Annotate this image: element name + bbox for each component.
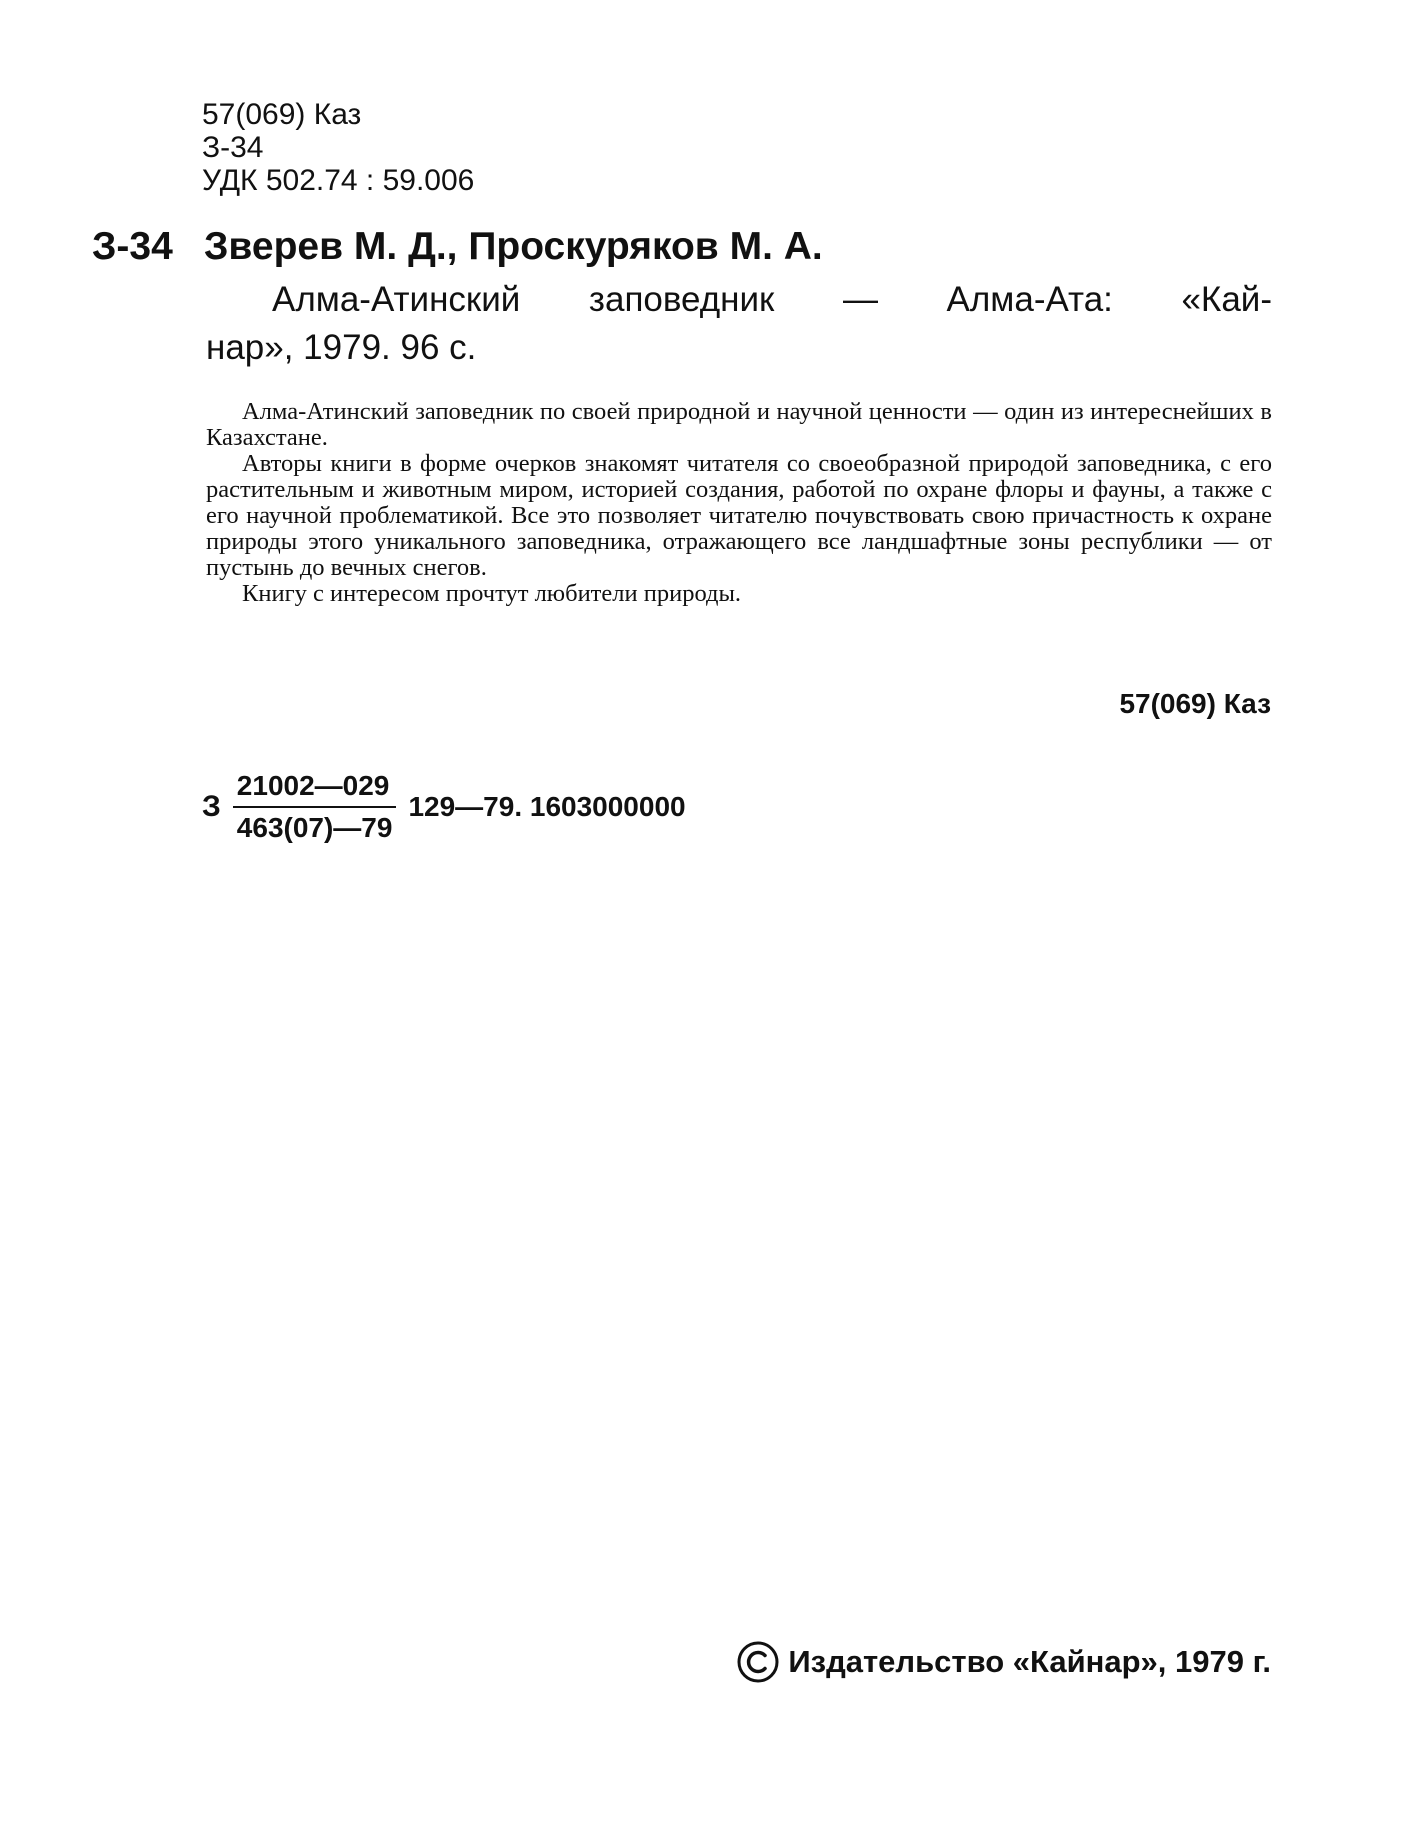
annotation-paragraph: Книгу с интересом прочтут любители природы. <box>242 580 742 607</box>
book-title <box>206 276 1272 372</box>
publishing-code-fraction <box>233 770 397 844</box>
copyright-icon <box>736 1640 780 1684</box>
fraction-denominator: 463(07)—79 <box>236 812 393 843</box>
heading-author-mark: З-34 <box>92 225 173 268</box>
copyright-line <box>736 1640 1271 1684</box>
fraction-numerator: 21002—029 <box>236 770 390 801</box>
publishing-code-letter: З <box>202 790 221 823</box>
annotation <box>206 399 1272 607</box>
annotation-paragraph: Авторы книги в форме очерков знакомят читателя со своеобразной природой заповедника, с его растительным и животным миром, историей создания, работой по охране флоры и фауны, а также с его научной проблематикой. Все это позволяет читателю почувствовать свою причастность к охране природы этого уникального заповедника, отражающего все ландшафтные зоны республики — от пустынь до вечных снегов. <box>206 450 1272 581</box>
title-line-2: нар», 1979. 96 с. <box>206 328 477 367</box>
classification-codes <box>202 98 474 197</box>
copyright-text: Издательство «Кайнар», 1979 г. <box>788 1644 1271 1679</box>
authors: Зверев М. Д., Проскуряков М. А. <box>204 225 823 268</box>
bbk-code-right: 57(069) Каз <box>1119 688 1271 719</box>
bibliographic-heading <box>92 225 823 269</box>
author-mark: З-34 <box>202 131 264 164</box>
bbk-code: 57(069) Каз <box>202 98 362 131</box>
publishing-code-rest: 129—79. 1603000000 <box>408 791 686 822</box>
publishing-code <box>202 770 686 844</box>
title-line-1: Алма-Атинский заповедник — Алма-Ата: «Кай- <box>272 280 1272 319</box>
annotation-paragraph: Алма-Атинский заповедник по своей природной и научной ценности — один из интереснейших в Казахстане. <box>206 398 1272 451</box>
udk-code: УДК 502.74 : 59.006 <box>202 164 475 197</box>
